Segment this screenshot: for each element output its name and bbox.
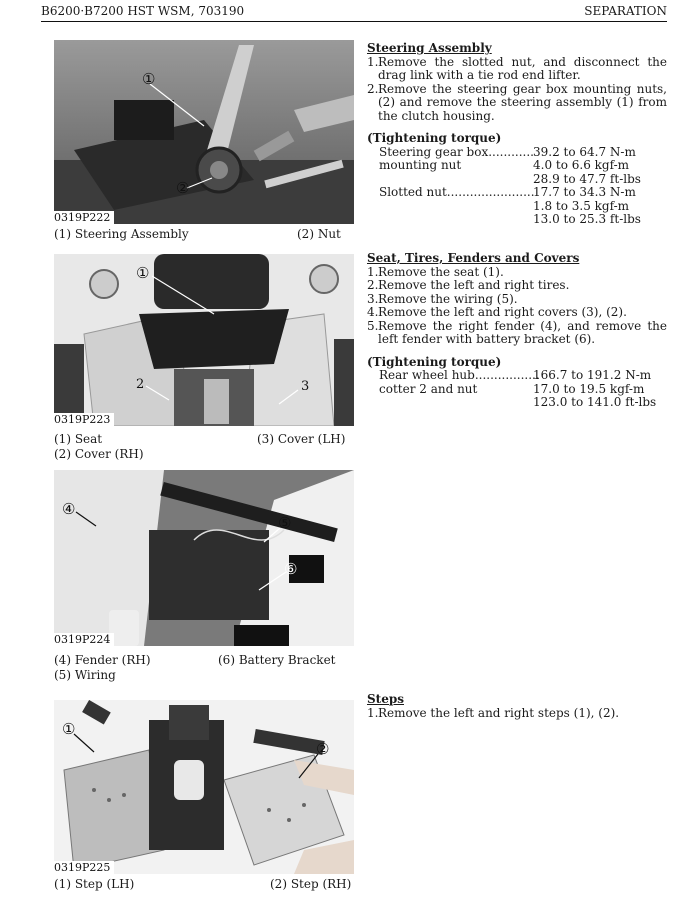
torque-label: Slotted nut.......................: [379, 185, 535, 199]
torque-value: 17.0 to 19.5 kgf-m: [533, 381, 645, 396]
figure-fender-wiring: [54, 470, 354, 646]
callout-1: ①: [136, 264, 150, 282]
callout-6: ⑥: [284, 560, 298, 578]
torque-label: mounting nut: [379, 158, 462, 172]
section-steps: [367, 693, 667, 720]
torque-value: 28.9 to 47.7 ft-lbs: [533, 171, 641, 186]
step-item: 2. Remove the steering gear box mounting nuts, (2) and remove the steering assembly (1) from the clutch housing.: [367, 81, 667, 123]
header-model: B6200·B7200 HST WSM, 703190: [41, 4, 245, 18]
torque-label: [379, 200, 539, 214]
section-steering-assembly: [367, 42, 667, 227]
step-item: 4. Remove the left and right covers (3), (2).: [367, 305, 627, 319]
callout-2: ②: [176, 179, 190, 197]
caption-cover-lh: (3) Cover (LH): [257, 432, 346, 446]
step-item: 3. Remove the wiring (5).: [367, 291, 518, 306]
step-item: 5. Remove the right fender (4), and remove the left fender with battery bracket (6).: [367, 318, 667, 346]
torque-table: [379, 146, 667, 227]
step-item: 1. Remove the seat (1).: [367, 264, 504, 279]
caption-step-lh: (1) Step (LH): [54, 877, 135, 891]
torque-label: cotter 2 and nut: [379, 381, 478, 396]
torque-label: Rear wheel hub.................: [379, 368, 540, 382]
section-title: Steps: [367, 692, 404, 706]
caption-seat: (1) Seat: [54, 432, 103, 446]
torque-value: 39.2 to 64.7 N-m: [533, 144, 636, 159]
torque-title: (Tightening torque): [367, 354, 502, 369]
callout-4: ④: [62, 500, 76, 518]
callout-1: ①: [142, 70, 156, 88]
torque-label: [379, 396, 539, 410]
figure-code: 0319P225: [54, 861, 114, 874]
step-list: [367, 56, 667, 124]
torque-value: 17.7 to 34.3 N-m: [533, 185, 636, 199]
caption-nut: (2) Nut: [297, 227, 341, 241]
figure-steering-assembly: [54, 40, 354, 224]
callout-3: 3: [301, 379, 310, 394]
step-list: [367, 707, 667, 721]
step-item: 2. Remove the left and right tires.: [367, 278, 570, 292]
torque-label: Steering gear box............: [379, 144, 534, 159]
header-section: SEPARATION: [584, 4, 667, 18]
page-header: [41, 4, 667, 20]
torque-value: 4.0 to 6.6 kgf-m: [533, 158, 630, 172]
torque-value: 166.7 to 191.2 N-m: [533, 368, 652, 382]
step-item: 1. Remove the left and right steps (1), (2).: [367, 705, 620, 720]
steps-photo: [54, 700, 354, 874]
caption-fender-rh: (4) Fender (RH): [54, 653, 151, 667]
step-list: [367, 266, 667, 347]
fender-wiring-photo: [54, 470, 354, 646]
caption-cover-rh: (2) Cover (RH): [54, 447, 144, 461]
torque-title: (Tightening torque): [367, 131, 502, 145]
torque-value: 13.0 to 25.3 ft-lbs: [533, 212, 641, 226]
figure-seat-covers: [54, 254, 354, 426]
figure-code: 0319P222: [54, 211, 114, 224]
header-rule: [41, 21, 667, 22]
section-seat-tires-fenders-covers: [367, 252, 667, 410]
torque-value: 1.8 to 3.5 kgf-m: [533, 198, 630, 213]
torque-table: [379, 369, 667, 410]
callout-2: 2: [136, 377, 145, 392]
figure-steps: [54, 700, 354, 874]
caption-battery-bracket: (6) Battery Bracket: [218, 653, 336, 667]
caption-step-rh: (2) Step (RH): [270, 877, 352, 891]
section-title: Seat, Tires, Fenders and Covers: [367, 251, 580, 265]
callout-5: ⑤: [278, 514, 292, 532]
caption-steering-assembly: (1) Steering Assembly: [54, 227, 189, 241]
torque-label: [379, 173, 539, 187]
step-item: 1. Remove the slotted nut, and disconnect the drag link with a tie rod end lifter.: [367, 54, 667, 82]
callout-1: ①: [62, 720, 76, 738]
torque-value: 123.0 to 141.0 ft-lbs: [533, 395, 657, 409]
torque-label: [379, 213, 539, 227]
caption-wiring: (5) Wiring: [54, 668, 116, 682]
figure-code: 0319P223: [54, 413, 114, 426]
figure-code: 0319P224: [54, 633, 114, 646]
section-title: Steering Assembly: [367, 41, 492, 55]
seat-covers-photo: [54, 254, 354, 426]
callout-2: ②: [316, 740, 330, 758]
steering-assembly-photo: [54, 40, 354, 224]
